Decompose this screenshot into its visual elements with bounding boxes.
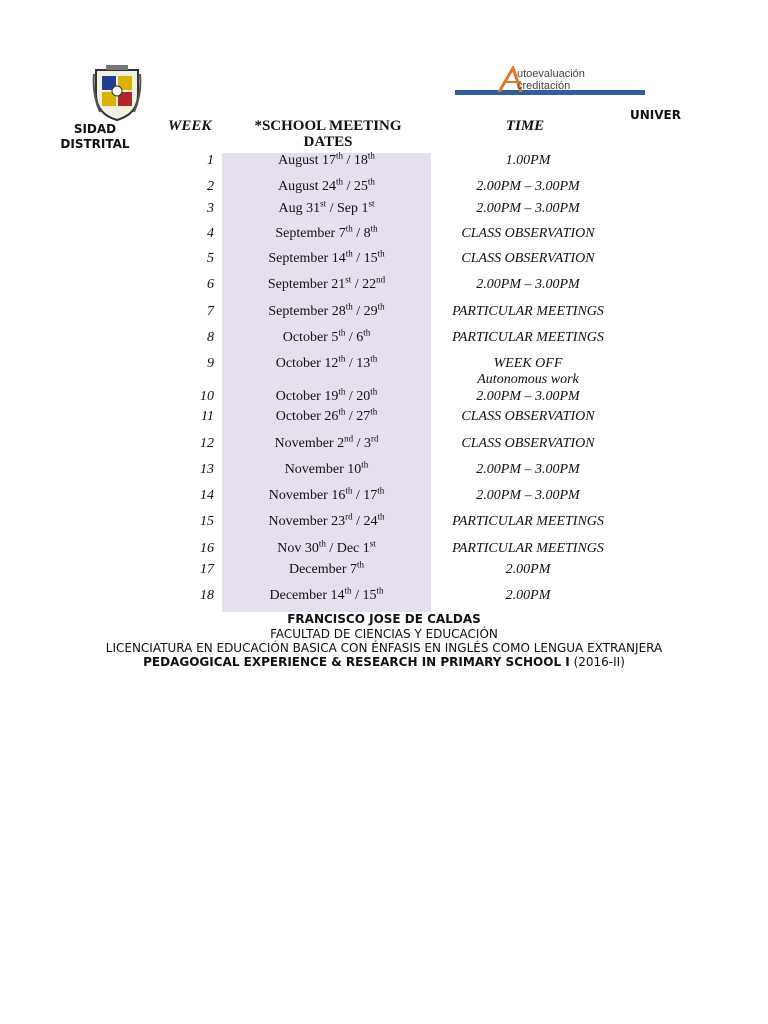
- header-univer: UNIVER: [630, 108, 681, 122]
- date-part-sep: /: [351, 588, 363, 603]
- footer-program: LICENCIATURA EN EDUCACIÓN BASICA CON ÉNFASIS EN INGLÉS COMO LENGUA EXTRANJERA: [105, 641, 663, 655]
- logo-line2: creditación: [517, 80, 571, 92]
- meeting-time: [431, 562, 625, 578]
- week-number: 1: [207, 153, 214, 168]
- date-part-s2: rd: [370, 433, 379, 444]
- date-part-d1: August 17: [278, 153, 337, 168]
- meeting-time: [431, 409, 625, 425]
- header-sidad: SIDAD: [73, 122, 117, 136]
- meeting-date: [222, 433, 431, 452]
- meeting-date: [222, 459, 431, 478]
- date-part-d2: 24: [363, 514, 378, 529]
- date-part-s2: th: [370, 353, 378, 364]
- date-part-d1: October 5: [282, 330, 339, 345]
- date-part-sep: /: [353, 436, 364, 451]
- week-number: 18: [200, 588, 214, 603]
- date-part-sep: /: [345, 409, 357, 424]
- date-part-s2: nd: [376, 274, 386, 285]
- meeting-time-line1: PARTICULAR MEETINGS: [452, 541, 604, 556]
- meeting-time-line1: 2.00PM – 3.00PM: [476, 201, 580, 216]
- date-part-d1: Aug 31: [278, 201, 321, 216]
- date-part-d2: 25: [353, 179, 368, 194]
- date-part-s1: rd: [345, 511, 353, 522]
- date-part-s2: th: [370, 406, 378, 417]
- date-part-d2: 17: [363, 488, 378, 503]
- date-part-sep: /: [343, 153, 354, 168]
- date-part-d2: Dec 1: [336, 541, 370, 556]
- meeting-time: [431, 201, 625, 217]
- university-crest-logo: [92, 64, 142, 122]
- meeting-date: [222, 386, 431, 405]
- meeting-time: [431, 436, 625, 452]
- meeting-time: [431, 153, 625, 169]
- week-number: 17: [200, 562, 214, 577]
- column-header-time: TIME: [505, 118, 545, 134]
- date-part-d2: 29: [363, 304, 378, 319]
- date-part-d1: September 21: [267, 277, 346, 292]
- meeting-date: [222, 301, 431, 320]
- date-part-d2: 6: [356, 330, 364, 345]
- date-part-s2: th: [377, 301, 385, 312]
- meeting-time: [431, 488, 625, 504]
- date-part-d1: December 14: [269, 588, 345, 603]
- date-part-sep: /: [352, 226, 364, 241]
- date-part-s1: th: [361, 459, 369, 470]
- meeting-time: [431, 330, 625, 346]
- week-number: 15: [200, 514, 214, 529]
- meeting-date: [222, 150, 431, 169]
- date-part-d1: September 14: [268, 251, 346, 266]
- date-part-d1: October 26: [275, 409, 339, 424]
- column-header-week: WEEK: [168, 118, 212, 134]
- date-part-sep: /: [343, 179, 354, 194]
- week-number: 10: [200, 389, 214, 404]
- date-part-sep: /: [326, 201, 337, 216]
- meeting-time-line1: PARTICULAR MEETINGS: [452, 304, 604, 319]
- meeting-date: [222, 511, 431, 530]
- date-part-sep: /: [325, 541, 337, 556]
- meeting-time-line1: 2.00PM – 3.00PM: [476, 389, 580, 404]
- date-part-d1: December 7: [288, 562, 357, 577]
- footer-course: [0, 655, 768, 669]
- week-number: 12: [200, 436, 214, 451]
- date-part-d2: 22: [362, 277, 377, 292]
- meeting-time-line1: PARTICULAR MEETINGS: [452, 330, 604, 345]
- date-part-d2: 27: [356, 409, 371, 424]
- meeting-time: [431, 514, 625, 530]
- footer-course-term: (2016-II): [569, 655, 625, 669]
- date-part-d1: November 23: [268, 514, 346, 529]
- footer-faculty: FACULTAD DE CIENCIAS Y EDUCACIÓN: [270, 627, 498, 641]
- date-part-d1: October 12: [275, 356, 339, 371]
- date-part-d1: November 16: [268, 488, 346, 503]
- meeting-time-line1: CLASS OBSERVATION: [461, 226, 595, 241]
- date-part-d2: 18: [353, 153, 368, 168]
- meeting-time-line2: Autonomous work: [477, 372, 579, 387]
- date-part-s1: th: [345, 485, 353, 496]
- date-part-d2: 8: [363, 226, 371, 241]
- meeting-date: [222, 559, 431, 578]
- meeting-time-line1: CLASS OBSERVATION: [461, 409, 595, 424]
- footer-course-title: PEDAGOGICAL EXPERIENCE & RESEARCH IN PRIMARY SCHOOL I: [143, 655, 570, 669]
- column-header-dates-line2: DATES: [303, 134, 353, 150]
- date-part-s2: th: [363, 327, 371, 338]
- meeting-date: [222, 248, 431, 267]
- meeting-time-line1: CLASS OBSERVATION: [461, 251, 595, 266]
- week-number: 8: [207, 330, 214, 345]
- meeting-time: [431, 588, 625, 604]
- date-part-sep: /: [345, 330, 357, 345]
- date-part-sep: /: [351, 277, 363, 292]
- date-part-d1: October 19: [275, 389, 339, 404]
- date-part-s2: th: [376, 585, 384, 596]
- date-part-d2: 3: [363, 436, 371, 451]
- meeting-time-line1: 2.00PM – 3.00PM: [476, 179, 580, 194]
- meeting-time: [431, 541, 625, 557]
- date-part-d1: November 2: [274, 436, 345, 451]
- meeting-time-line1: 2.00PM – 3.00PM: [476, 277, 580, 292]
- meeting-date: [222, 198, 431, 217]
- meeting-date: [222, 353, 431, 372]
- date-part-s1: th: [336, 176, 344, 187]
- meeting-time-line1: 2.00PM: [505, 588, 551, 603]
- date-part-s1: th: [338, 327, 346, 338]
- date-part-d1: Nov 30: [277, 541, 319, 556]
- date-part-s1: th: [345, 248, 353, 259]
- week-number: 9: [207, 356, 214, 371]
- week-number: 14: [200, 488, 214, 503]
- meeting-date: [222, 223, 431, 242]
- date-part-sep: /: [352, 251, 364, 266]
- week-number: 6: [207, 277, 214, 292]
- date-part-d1: August 24: [278, 179, 337, 194]
- column-header-dates-line1: *SCHOOL MEETING: [254, 118, 402, 134]
- date-part-s1: th: [345, 301, 353, 312]
- meeting-time-line1: CLASS OBSERVATION: [461, 436, 595, 451]
- date-part-sep: /: [352, 514, 364, 529]
- meeting-date: [222, 585, 431, 604]
- week-number: 5: [207, 251, 214, 266]
- date-part-d2: Sep 1: [337, 201, 369, 216]
- meeting-time: [431, 389, 625, 405]
- week-number: 3: [207, 201, 214, 216]
- meeting-time: [431, 179, 625, 195]
- week-number: 11: [201, 409, 214, 424]
- meeting-time-line1: 1.00PM: [505, 153, 551, 168]
- week-number: 4: [207, 226, 214, 241]
- week-number: 7: [207, 304, 214, 319]
- date-part-sep: /: [352, 304, 364, 319]
- date-part-s1: st: [320, 198, 327, 209]
- meeting-time: [431, 226, 625, 242]
- date-part-s2: th: [370, 386, 378, 397]
- week-number: 13: [200, 462, 214, 477]
- meeting-time: [431, 277, 625, 293]
- date-part-d1: September 28: [268, 304, 346, 319]
- date-part-d1: November 10: [284, 462, 362, 477]
- date-part-s1: st: [345, 274, 352, 285]
- meeting-date: [222, 327, 431, 346]
- header-distrital: DISTRITAL: [60, 137, 130, 151]
- meeting-time-line1: PARTICULAR MEETINGS: [452, 514, 604, 529]
- header-sidad-distrital: [58, 122, 132, 152]
- column-header-dates: [240, 118, 416, 150]
- meeting-time-line1: WEEK OFF: [493, 356, 563, 371]
- date-part-d1: September 7: [275, 226, 346, 241]
- date-part-s1: th: [344, 585, 352, 596]
- date-part-d2: 15: [362, 588, 377, 603]
- meeting-time: [431, 251, 625, 267]
- meeting-time: [431, 462, 625, 478]
- date-part-s2: th: [377, 485, 385, 496]
- date-part-s1: th: [357, 559, 365, 570]
- meeting-date: [222, 274, 431, 293]
- week-number: 16: [200, 541, 214, 556]
- date-part-s2: th: [367, 176, 375, 187]
- date-part-sep: /: [352, 488, 364, 503]
- meeting-date: [222, 176, 431, 195]
- meeting-time: [431, 356, 625, 388]
- date-part-s1: th: [345, 223, 353, 234]
- date-part-s2: st: [369, 538, 376, 549]
- date-part-d2: 13: [356, 356, 371, 371]
- date-part-s2: th: [377, 248, 385, 259]
- footer-university-name: FRANCISCO JOSE DE CALDAS: [287, 612, 481, 626]
- date-part-s1: nd: [344, 433, 354, 444]
- date-part-s2: th: [377, 511, 385, 522]
- meeting-date: [222, 406, 431, 425]
- date-part-s1: th: [318, 538, 326, 549]
- meeting-date: [222, 538, 431, 557]
- meeting-date: [222, 485, 431, 504]
- meeting-time-line1: 2.00PM: [505, 562, 551, 577]
- date-part-s1: th: [336, 150, 344, 161]
- date-part-s2: st: [368, 198, 375, 209]
- date-part-s1: th: [338, 386, 346, 397]
- date-part-s1: th: [338, 406, 346, 417]
- date-part-sep: /: [345, 389, 357, 404]
- date-part-d2: 15: [363, 251, 378, 266]
- date-part-s2: th: [370, 223, 378, 234]
- week-number: 2: [207, 179, 214, 194]
- date-part-sep: /: [345, 356, 357, 371]
- meeting-time: [431, 304, 625, 320]
- date-part-s2: th: [367, 150, 375, 161]
- autoevaluacion-acreditacion-logo: [455, 66, 645, 98]
- date-part-d2: 20: [356, 389, 371, 404]
- date-part-s1: th: [338, 353, 346, 364]
- logo-line1: utoevaluación: [517, 68, 585, 80]
- meeting-time-line1: 2.00PM – 3.00PM: [476, 488, 580, 503]
- meeting-time-line1: 2.00PM – 3.00PM: [476, 462, 580, 477]
